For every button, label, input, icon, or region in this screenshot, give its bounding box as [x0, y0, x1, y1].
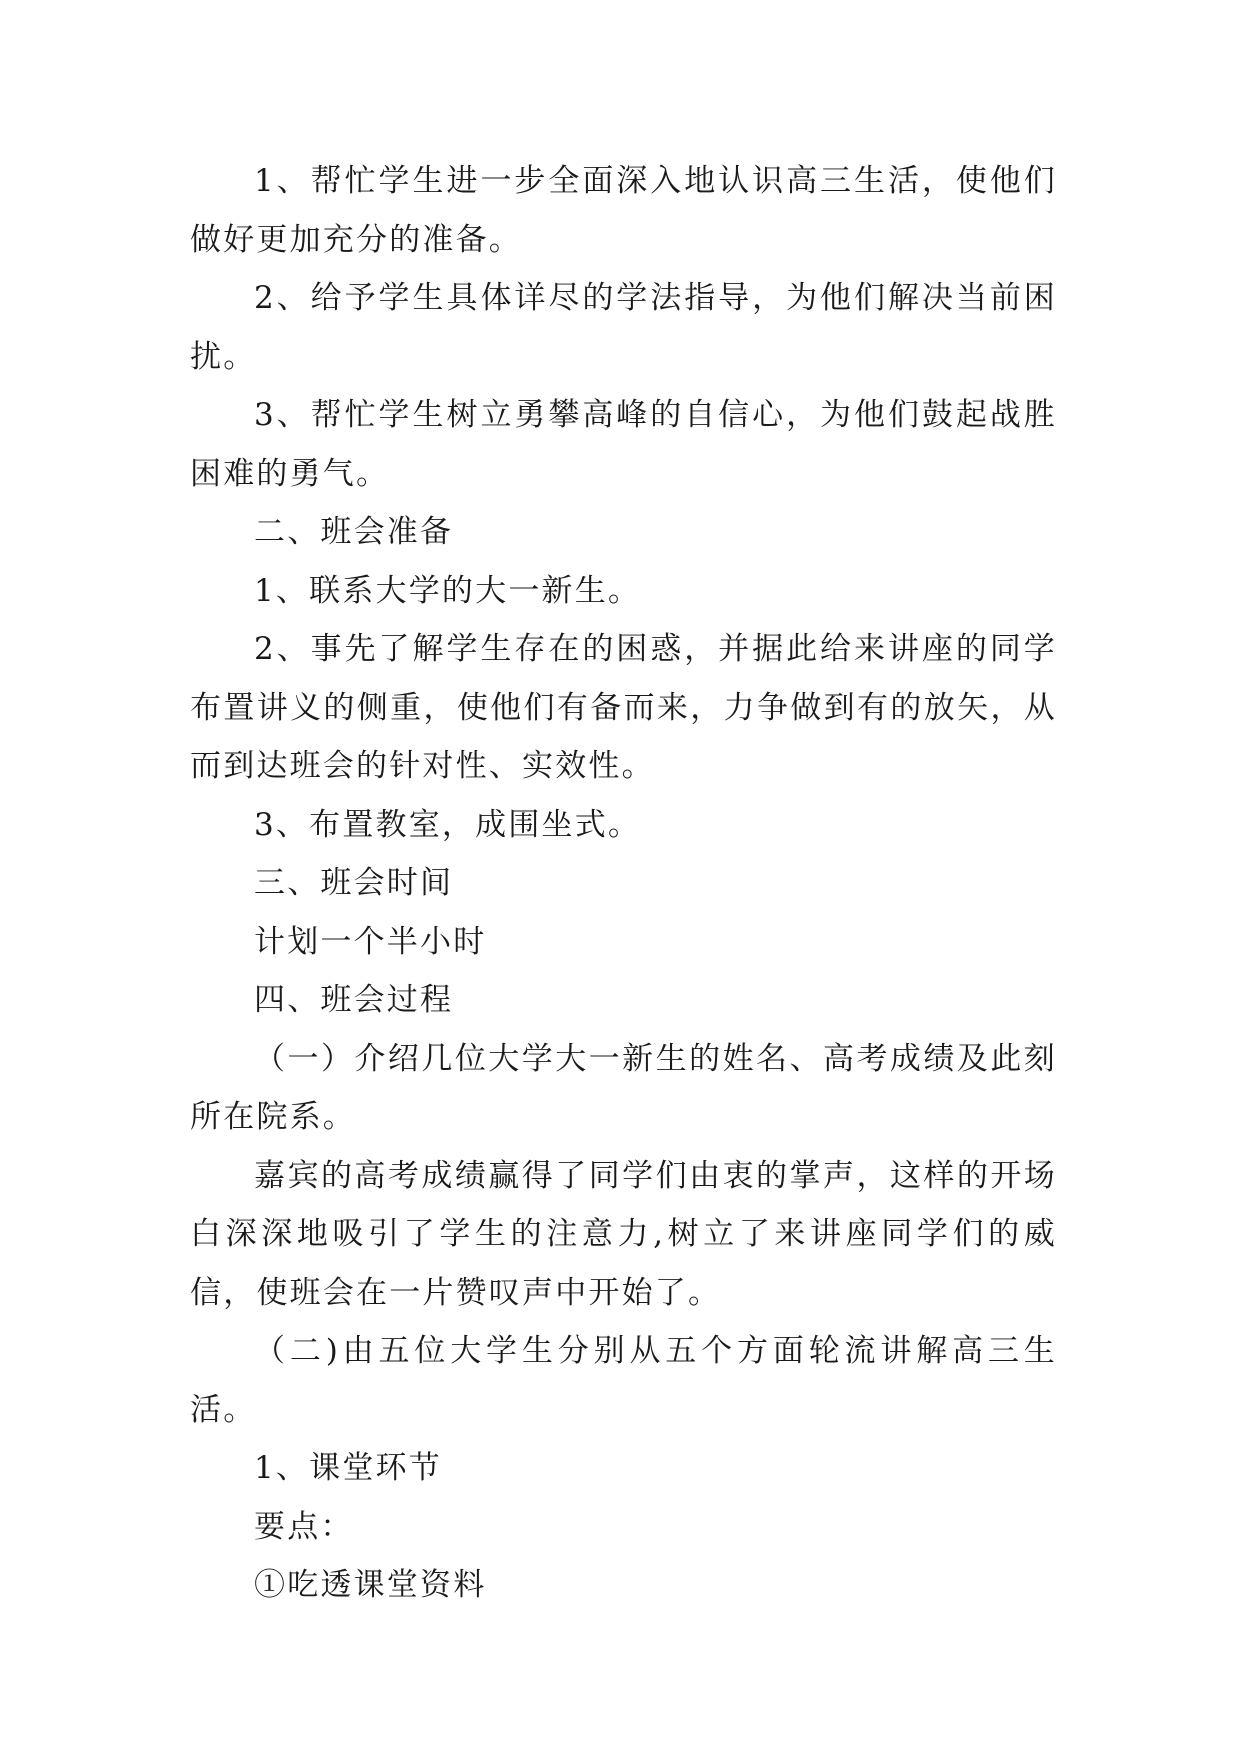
section-heading-process: 四、班会过程	[254, 982, 454, 1018]
paragraph-objective-3: 3、帮忙学生树立勇攀高峰的自信心，为他们鼓起战胜困难的勇气。	[190, 397, 1057, 492]
subheading-classroom: 1、课堂环节	[254, 1450, 442, 1486]
paragraph-process-2: （二)由五位大学生分别从五个方面轮流讲解高三生活。	[190, 1333, 1057, 1428]
paragraph-key-points-label: 要点：	[254, 1508, 354, 1545]
section-heading-time: 三、班会时间	[254, 865, 454, 901]
paragraph-preparation-3: 3、布置教室，成围坐式。	[254, 806, 642, 843]
section-heading-preparation: 二、班会准备	[254, 514, 454, 550]
paragraph-preparation-2: 2、事先了解学生存在的困惑，并据此给来讲座的同学布置讲义的侧重，使他们有备而来，力争做到有的放矢，从而到达班会的针对性、实效性。	[190, 631, 1057, 784]
paragraph-process-guests: 嘉宾的高考成绩赢得了同学们由衷的掌声，这样的开场白深深地吸引了学生的注意力,树立了来讲座同学们的威信，使班会在一片赞叹声中开始了。	[190, 1157, 1057, 1311]
paragraph-preparation-1: 1、联系大学的大一新生。	[254, 572, 642, 609]
paragraph-objective-2: 2、给予学生具体详尽的学法指导，为他们解决当前困扰。	[190, 280, 1057, 375]
paragraph-time: 计划一个半小时	[254, 923, 487, 960]
paragraph-objective-1: 1、帮忙学生进一步全面深入地认识高三生活，使他们做好更加充分的准备。	[190, 163, 1057, 258]
document-body	[190, 152, 1057, 1615]
paragraph-process-1: （一）介绍几位大学大一新生的姓名、高考成绩及此刻所在院系。	[190, 1040, 1057, 1135]
paragraph-key-point-1: ①吃透课堂资料	[254, 1567, 487, 1603]
